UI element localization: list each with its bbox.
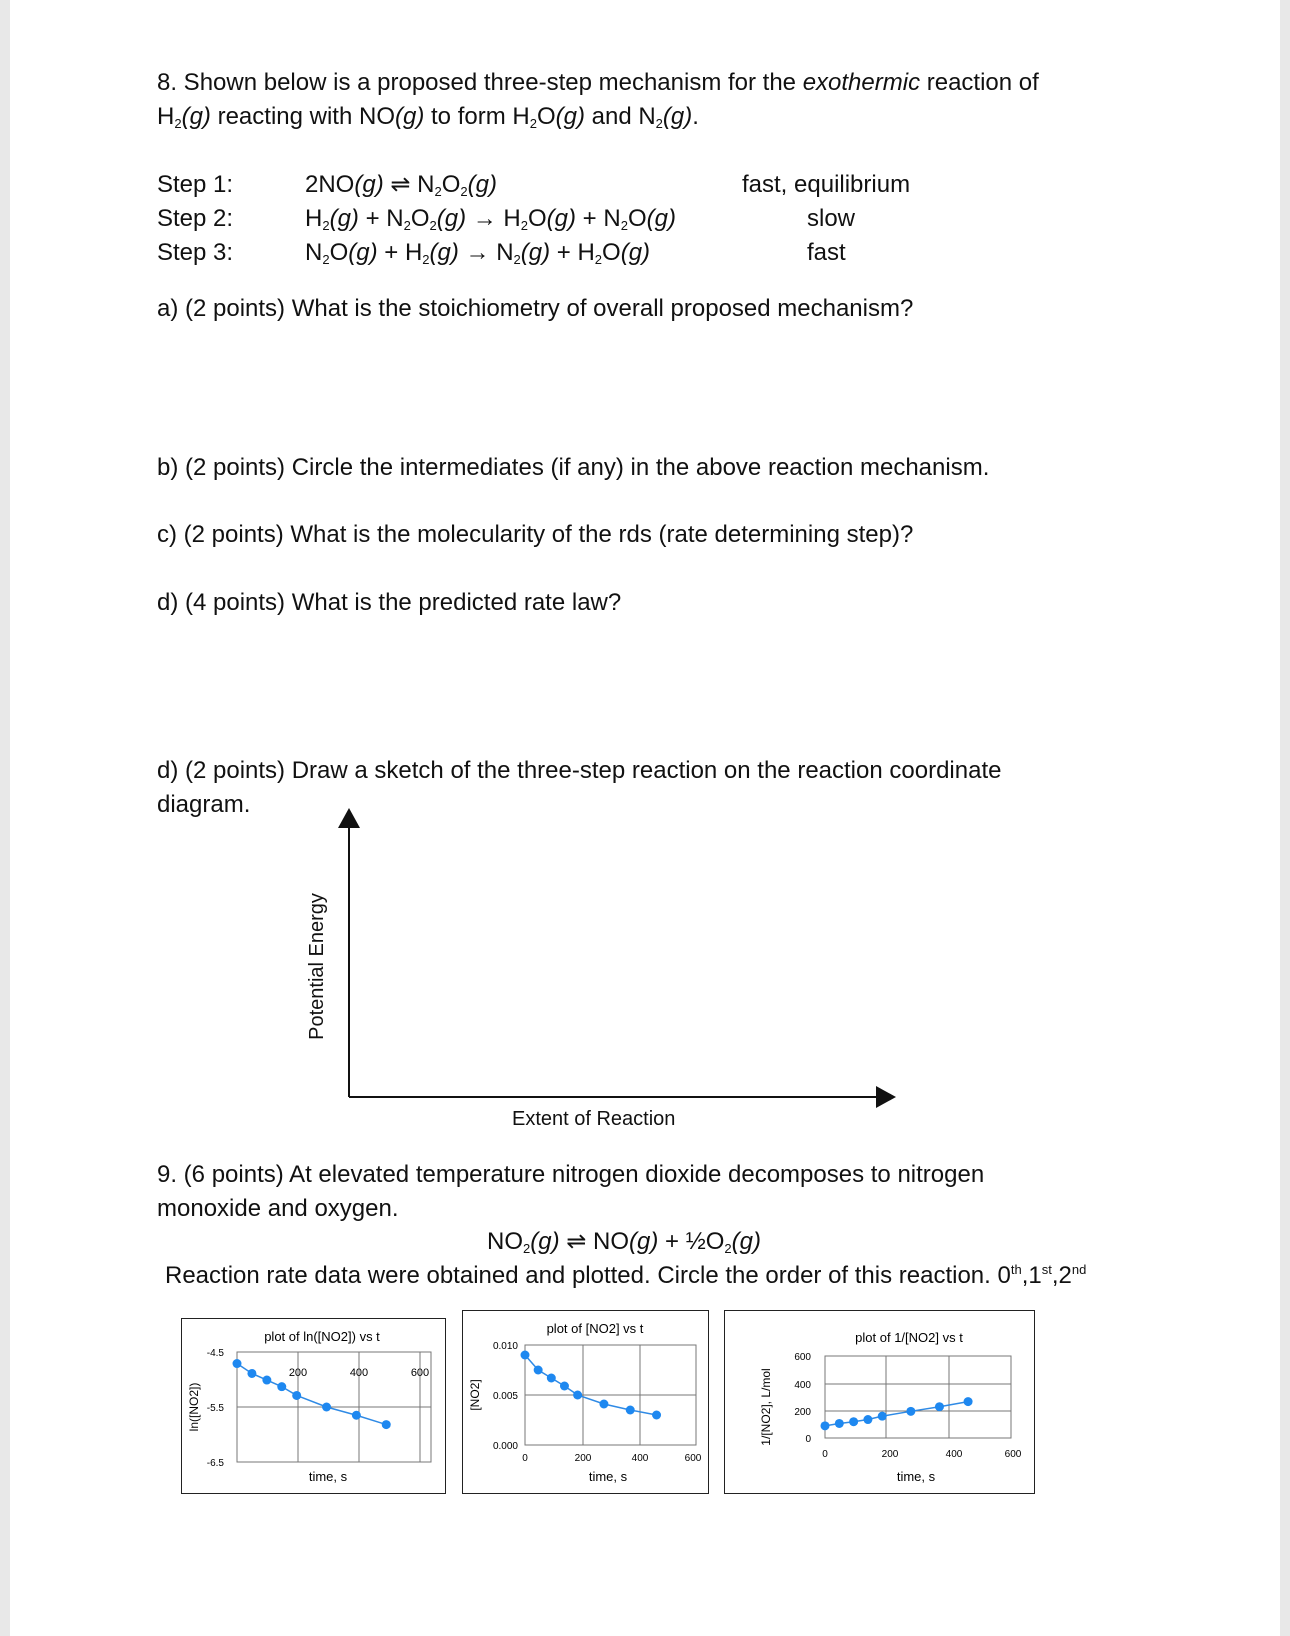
chart1-title: plot of ln([NO2]) vs t bbox=[264, 1329, 380, 1344]
chart2-series-line bbox=[525, 1355, 657, 1415]
step3-speed: fast bbox=[807, 239, 846, 266]
chart2-ytick-1: 0.010 bbox=[492, 1341, 518, 1352]
chart1-data-point bbox=[247, 1369, 256, 1378]
chart1-data-point bbox=[262, 1376, 271, 1385]
diagram-x-label: Extent of Reaction bbox=[512, 1108, 676, 1130]
document-page bbox=[10, 0, 1280, 1636]
chart3-series-line bbox=[825, 1402, 968, 1426]
chart1-xtick-3: 600 bbox=[410, 1367, 430, 1379]
question-d2-line1: d) (2 points) Draw a sketch of the three-step reaction on the reaction coordinate bbox=[157, 757, 1002, 784]
chart2-xlabel: time, s bbox=[588, 1469, 628, 1484]
chart-ln-no2-box bbox=[181, 1318, 446, 1494]
step3-equation: $N_2O(g) + H_2(g) \to N_2(g) + H_2O(g)$ bbox=[305, 239, 651, 267]
chart1-data-point bbox=[292, 1391, 301, 1400]
chart1-xlabel: time, s bbox=[308, 1469, 348, 1484]
chart2-ylabel: [NO2] bbox=[468, 1379, 482, 1411]
question-c: c) (2 points) What is the molecularity of the rds (rate determining step)? bbox=[157, 521, 914, 548]
chart1-ylabel: ln([NO2]) bbox=[187, 1382, 201, 1432]
q8-intro-line1: 8. Shown below is a proposed three-step mechanism for the exothermic reaction of bbox=[157, 69, 1039, 96]
chart2-data-point bbox=[521, 1351, 530, 1360]
question-a: a) (2 points) What is the stoichiometry of overall proposed mechanism? bbox=[157, 295, 914, 322]
diagram-y-label: Potential Energy bbox=[305, 893, 328, 1040]
chart1-data-point bbox=[382, 1420, 391, 1429]
chart1-data-point bbox=[352, 1411, 361, 1420]
chart2-data-point bbox=[573, 1391, 582, 1400]
chart3-data-point bbox=[878, 1412, 887, 1421]
q8-intro-line2: $H_2(g)$ reacting with NO(g) to form $H_2O(g)$ and $N_2(g)$. bbox=[157, 103, 699, 131]
chart2-xtick-3: 400 bbox=[631, 1453, 649, 1464]
chart3-data-point bbox=[835, 1419, 844, 1428]
chart1-xtick-1: 200 bbox=[288, 1367, 308, 1379]
chart2-xtick-1: 0 bbox=[522, 1453, 528, 1464]
chart2-title: plot of [NO2] vs t bbox=[546, 1321, 644, 1336]
chart1-ytick-1: -4.5 bbox=[206, 1348, 224, 1359]
step1-equation: 2NO(g) ⇌ $N_2O_2(g)$ bbox=[305, 171, 497, 199]
chart1-ytick-3: -6.5 bbox=[206, 1458, 224, 1469]
chart3-xtick-2: 200 bbox=[881, 1449, 899, 1460]
step2-equation: $H_2(g) + N_2O_2(g) \to H_2O(g) + N_2O(g)$ bbox=[305, 205, 676, 233]
chart3-data-point bbox=[964, 1397, 973, 1406]
step1-label: Step 1: bbox=[157, 171, 234, 198]
chart1-data-point bbox=[233, 1359, 242, 1368]
step1-speed: fast, equilibrium bbox=[742, 171, 911, 198]
chart2-data-point bbox=[534, 1366, 543, 1375]
chart-inv-no2 bbox=[725, 1311, 1034, 1493]
chart3-xtick-4: 600 bbox=[1004, 1449, 1022, 1460]
q9-line1: 9. (6 points) At elevated temperature nitrogen dioxide decomposes to nitrogen bbox=[157, 1161, 985, 1188]
chart3-ytick-4: 0 bbox=[805, 1434, 811, 1445]
chart3-xtick-1: 0 bbox=[822, 1449, 828, 1460]
step3-label: Step 3: bbox=[157, 239, 234, 266]
question-d2-line2: diagram. bbox=[157, 791, 251, 818]
chart3-ylabel: 1/[NO2], L/mol bbox=[759, 1368, 773, 1446]
chart1-data-point bbox=[277, 1382, 286, 1391]
chart2-data-point bbox=[599, 1400, 608, 1409]
step2-speed: slow bbox=[807, 205, 856, 232]
q9-data-line: Reaction rate data were obtained and plotted. Circle the order of this reaction. 0th,1st,2nd bbox=[165, 1262, 1087, 1289]
chart-no2 bbox=[463, 1311, 708, 1493]
step2-label: Step 2: bbox=[157, 205, 234, 232]
chart3-ytick-3: 200 bbox=[794, 1407, 811, 1418]
chart3-title: plot of 1/[NO2] vs t bbox=[855, 1330, 963, 1345]
chart3-xtick-3: 400 bbox=[945, 1449, 963, 1460]
x-axis-arrowhead bbox=[876, 1086, 896, 1108]
chart1-xtick-2: 400 bbox=[349, 1367, 369, 1379]
chart3-xlabel: time, s bbox=[896, 1469, 936, 1484]
chart2-data-point bbox=[652, 1411, 661, 1420]
question-d: d) (4 points) What is the predicted rate law? bbox=[157, 589, 622, 616]
chart-no2-box bbox=[462, 1310, 709, 1494]
chart3-data-point bbox=[863, 1415, 872, 1424]
chart3-ytick-1: 600 bbox=[794, 1352, 811, 1363]
q9-line2: monoxide and oxygen. bbox=[157, 1195, 399, 1222]
question-b: b) (2 points) Circle the intermediates (if any) in the above reaction mechanism. bbox=[157, 454, 990, 481]
chart-ln-no2 bbox=[182, 1319, 445, 1493]
chart2-ytick-2: 0.005 bbox=[492, 1391, 518, 1402]
chart1-data-point bbox=[322, 1403, 331, 1412]
chart-inv-no2-box bbox=[724, 1310, 1035, 1494]
chart3-data-point bbox=[935, 1402, 944, 1411]
chart2-ytick-3: 0.000 bbox=[492, 1441, 518, 1452]
chart3-data-point bbox=[849, 1417, 858, 1426]
chart2-data-point bbox=[560, 1382, 569, 1391]
reaction-coordinate-axes bbox=[10, 0, 1280, 1200]
chart3-data-point bbox=[906, 1407, 915, 1416]
chart2-data-point bbox=[626, 1406, 635, 1415]
chart1-ytick-2: -5.5 bbox=[206, 1403, 224, 1414]
chart2-xtick-2: 200 bbox=[574, 1453, 592, 1464]
q9-equation: $NO_2(g)$ ⇌ $NO(g) + \frac{1}{2}O_2(g)$ bbox=[487, 1228, 761, 1256]
y-axis-arrowhead bbox=[338, 808, 360, 828]
chart3-ytick-2: 400 bbox=[794, 1380, 811, 1391]
chart3-data-point bbox=[821, 1421, 830, 1430]
chart2-xtick-4: 600 bbox=[684, 1453, 702, 1464]
chart2-data-point bbox=[547, 1374, 556, 1383]
